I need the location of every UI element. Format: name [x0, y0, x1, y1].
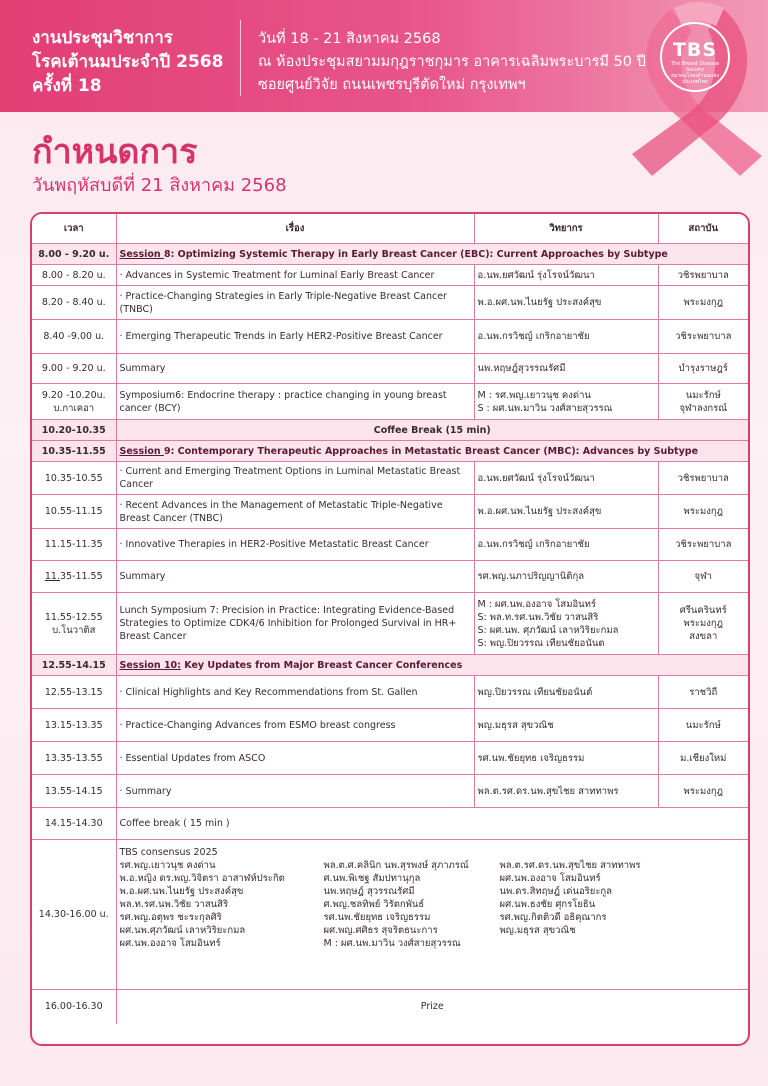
- conference-details: [258, 28, 646, 97]
- tbs-logo: TBS The Breast Disease Society สมาคมโรคเต้านมแห่งประเทศไทย: [660, 22, 730, 92]
- table-row: 11.35-11.55 Summary รศ.พญ.นภาปริญญานิติกุล จุฬา: [32, 561, 748, 593]
- prize-row: 16.00-16.30 Prize: [32, 990, 748, 1024]
- conference-name: งานประชุมวิชาการ โรคเต้านมประจำปี 2568 ครั้งที่ 18: [32, 28, 224, 96]
- panel-column-2: พล.ต.ศ.คลินิก นพ.สุรพงษ์ สุภาภรณ์ ศ.นพ.พิเชฐ สัมปทานุกุล นพ.หฤษฎ์ สุวรรณรัศมี ศ.พญ.ชลทิพย์ วิรัตกพันธ์ รศ.นพ.ชัยยุทธ เจริญธรรม ผศ.พญ.ศศิธร สุจริตธนะการ M : ผศ.นพ.มาวิน วงศ์สายสุวรรณ: [323, 860, 469, 949]
- table-header-row: [32, 214, 748, 244]
- venue-line-1: ณ ห้องประชุมสยามมกุฎราชกุมาร อาคารเฉลิมพระบารมี 50 ปี: [258, 54, 646, 70]
- page-subtitle: วันพฤหัสบดีที่ 21 สิงหาคม 2568: [32, 175, 287, 196]
- table-row: 11.55-12.55 บ.โนวาติส Lunch Symposium 7: Precision in Practice: Integrating Evidence-Based Strategies to Optimize CDK4/6 Inhibition for Prolonged Survival in HR+ Breast Cancer M : ผศ.นพ.องอาจ โสมอินทร์ S: พล.ท.รศ.นพ.วิชัย วาสนสิริ S: ผศ.นพ. ศุภวัฒน์ เลาหวิริยะกมล S: พญ.ปิยวรรณ เทียนชัยอนันต ศรีนครินทร์ พระมงกุฎ สงขลา: [32, 593, 748, 655]
- conference-date: วันที่ 18 - 21 สิงหาคม 2568: [258, 31, 441, 47]
- schedule-table: [32, 214, 748, 1024]
- tbs-consensus-row: 14.30-16.00 u. TBS consensus 2025 รศ.พญ.เยาวนุช คงด่าน พ.อ.หญิง ดร.พญ.วิจิตรา อาสาฬห์ประกิต พ.อ.ผศ.นพ.ไนยรัฐ ประสงค์สุข พล.ท.รศ.นพ.วิชัย วาสนสิริ รศ.พญ.อตุพร ชะระกุลศิริ ผศ.นพ.ศุภวัฒน์ เลาหวิริยะกมล ผศ.นพ.องอาจ โสมอินทร์ พล.ต.ศ.คลินิก นพ.สุรพงษ์ สุภาภรณ์ ศ.นพ.พิเชฐ สัมปทานุกุล นพ.หฤษฎ์ สุวรรณรัศมี ศ.พญ.ชลทิพย์ วิรัตกพันธ์ รศ.นพ.ชัยยุทธ เจริญธรรม ผศ.พญ.ศศิธร สุจริตธนะการ M : ผศ.นพ.มาวิน วงศ์สายสุวรรณ พล.ต.รศ.ดร.นพ.สุขไชย สาททาพร ผศ.นพ.องอาจ โสมอินทร์ นพ.ดร.สิทฤษฎ์ เด่นอริยะกูล ผศ.นพ.ธงชัย ศุกรโยธิน รศ.พญ.กิตติวดี อธิคุณากร พญ.มธุรส สุขวณิช: [32, 840, 748, 990]
- table-row: 10.35-10.55 · Current and Emerging Treatment Options in Luminal Metastatic Breast Cancer อ.นพ.ยศวัฒน์ รุ่งโรจน์วัฒนา วชิรพยาบาล: [32, 462, 748, 495]
- table-row: 12.55-13.15 · Clinical Highlights and Key Recommendations from St. Gallen พญ.ปิยวรรณ เทียนชัยอนันต์ ราชวิถี: [32, 676, 748, 709]
- tbs-consensus-heading: TBS consensus 2025: [119, 847, 218, 858]
- venue-line-2: ซอยศูนย์วิจัย ถนนเพชรบุรีตัดใหม่ กรุงเทพฯ: [258, 77, 526, 93]
- coffee-break-row: 14.15-14.30 Coffee break ( 15 min ): [32, 808, 748, 840]
- table-row: 13.15-13.35 · Practice-Changing Advances from ESMO breast congress พญ.มธุรส สุขวณิช นมะรักษ์: [32, 709, 748, 742]
- session-row: 10.35-11.55 Session 9: Contemporary Therapeutic Approaches in Metastatic Breast Cancer (MBC): Advances by Subtype: [32, 441, 748, 462]
- table-row: 8.40 -9.00 u. · Emerging Therapeutic Trends in Early HER2-Positive Breast Cancer อ.นพ.กรวิชญ์ เกริกอายาชัย วชิระพยาบาล: [32, 320, 748, 354]
- tbs-consensus-panel: [120, 859, 746, 983]
- session-row: 8.00 - 9.20 u. Session 8: Optimizing Systemic Therapy in Early Breast Cancer (EBC): Current Approaches by Subtype: [32, 244, 748, 265]
- session-row: 12.55-14.15 Session 10: Key Updates from Major Breast Cancer Conferences: [32, 655, 748, 676]
- table-row: 13.35-13.55 · Essential Updates from ASCO รศ.นพ.ชัยยุทธ เจริญธรรม ม.เชียงใหม่: [32, 742, 748, 775]
- table-row: 10.55-11.15 · Recent Advances in the Management of Metastatic Triple-Negative Breast Cancer (TNBC) พ.อ.ผศ.นพ.ไนยรัฐ ประสงค์สุข พระมงกุฎ: [32, 495, 748, 529]
- col-header-topic: เรื่อง: [116, 214, 474, 244]
- table-row: 13.55-14.15 · Summary พล.ต.รศ.ดร.นพ.สุขไชย สาททาพร พระมงกุฎ: [32, 775, 748, 808]
- schedule-table-box: [30, 212, 750, 1046]
- table-row: 8.00 - 8.20 u. · Advances in Systemic Treatment for Luminal Early Breast Cancer อ.นพ.ยศวัฒน์ รุ่งโรจน์วัฒนา วชิรพยาบาล: [32, 265, 748, 286]
- panel-column-1: รศ.พญ.เยาวนุช คงด่าน พ.อ.หญิง ดร.พญ.วิจิตรา อาสาฬห์ประกิต พ.อ.ผศ.นพ.ไนยรัฐ ประสงค์สุข พล.ท.รศ.นพ.วิชัย วาสนสิริ รศ.พญ.อตุพร ชะระกุลศิริ ผศ.นพ.ศุภวัฒน์ เลาหวิริยะกมล ผศ.นพ.องอาจ โสมอินทร์: [119, 860, 285, 949]
- col-header-speaker: วิทยากร: [474, 214, 658, 244]
- header-divider: [240, 20, 241, 96]
- table-row: 8.20 - 8.40 u. · Practice-Changing Strategies in Early Triple-Negative Breast Cancer (TNBC) พ.อ.ผศ.นพ.ไนยรัฐ ประสงค์สุข พระมงกุฎ: [32, 286, 748, 320]
- table-row: 9.00 - 9.20 u. Summary นพ.หฤษฎ์สุวรรณรัศมี บำรุงราษฎร์: [32, 354, 748, 384]
- coffee-break-row: 10.20-10.35 Coffee Break (15 min): [32, 420, 748, 441]
- panel-column-3: พล.ต.รศ.ดร.นพ.สุขไชย สาททาพร ผศ.นพ.องอาจ โสมอินทร์ นพ.ดร.สิทฤษฎ์ เด่นอริยะกูล ผศ.นพ.ธงชัย ศุกรโยธิน รศ.พญ.กิตติวดี อธิคุณากร พญ.มธุรส สุขวณิช: [499, 860, 641, 936]
- col-header-time: เวลา: [32, 214, 116, 244]
- table-row: 9.20 -10.20u. บ.กาเคอา Symposium6: Endocrine therapy : practice changing in young breast cancer (BCY) M : รศ.พญ.เยาวนุช คงด่าน S : ผศ.นพ.มาวิน วงศ์สายสุวรรณ นมะรักษ์ จุฬาลงกรณ์: [32, 384, 748, 420]
- col-header-institute: สถาบัน: [658, 214, 748, 244]
- page-title: กำหนดการ: [32, 132, 198, 172]
- table-row: 11.15-11.35 · Innovative Therapies in HER2-Positive Metastatic Breast Cancer อ.นพ.กรวิชญ์ เกริกอายาชัย วชิระพยาบาล: [32, 529, 748, 561]
